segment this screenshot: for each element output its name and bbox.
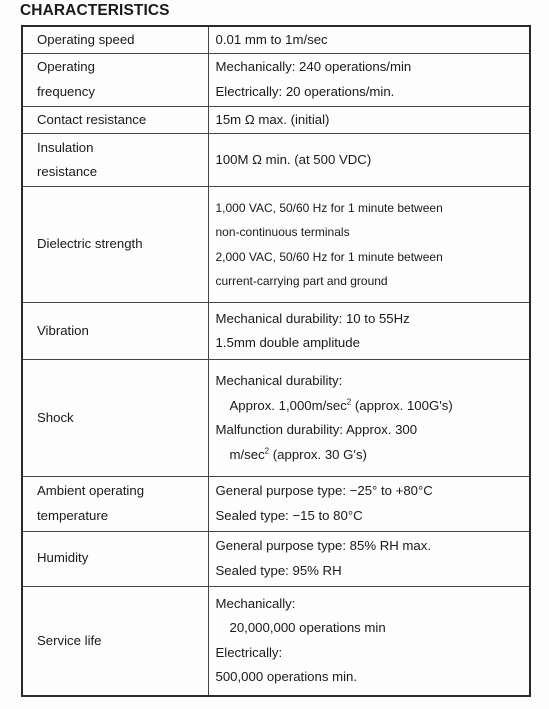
- row-value: [208, 53, 530, 106]
- label-line: Dielectric strength: [37, 236, 143, 252]
- label-line: Operating: [37, 59, 95, 75]
- row-value: [208, 586, 530, 696]
- superscript: 2: [264, 446, 270, 456]
- value-line: 0.01 mm to 1m/sec: [215, 31, 328, 47]
- label-line: Contact resistance: [37, 111, 147, 127]
- value-line: Malfunction durability: Approx. 300: [215, 422, 418, 437]
- row-label: [22, 531, 208, 586]
- label-line: frequency: [37, 83, 95, 99]
- value-text: Approx. 1,000m/sec: [229, 397, 347, 413]
- value-line: 1.5mm double amplitude: [215, 335, 360, 351]
- label-line: temperature: [37, 507, 109, 523]
- row-label: [22, 187, 208, 303]
- value-line: Mechanical durability: 10 to 55Hz: [215, 310, 410, 326]
- table-row: [22, 187, 530, 303]
- value-line: Mechanically:: [215, 595, 296, 611]
- table-row: [22, 26, 530, 53]
- value-line: 100M Ω min. (at 500 VDC): [215, 151, 372, 167]
- row-label: [22, 26, 208, 53]
- table-row: [22, 53, 530, 106]
- value-line: Sealed type: −15 to 80°C: [215, 507, 363, 523]
- row-value: [208, 360, 530, 476]
- value-line: 15m Ω max. (initial): [215, 111, 330, 127]
- table-row: [22, 360, 530, 476]
- row-label: [22, 586, 208, 696]
- row-label: [22, 106, 208, 133]
- row-value: [208, 531, 530, 586]
- table-row: [22, 531, 530, 586]
- value-text: (approx. 30 G's): [269, 446, 367, 462]
- value-line: [216, 443, 530, 468]
- table-row: [22, 586, 530, 696]
- row-label: [22, 360, 208, 476]
- row-value: [208, 303, 530, 360]
- label-line: Ambient operating: [37, 483, 145, 499]
- row-value: [208, 26, 530, 53]
- value-line: 20,000,000 operations min: [229, 620, 386, 636]
- superscript: 2: [346, 397, 352, 407]
- value-line: 1,000 VAC, 50/60 Hz for 1 minute between: [215, 200, 443, 215]
- label-line: Insulation: [37, 139, 94, 155]
- value-line: non-continuous terminals: [215, 225, 350, 240]
- value-text: m/sec: [229, 446, 265, 462]
- row-label: [22, 476, 208, 531]
- characteristics-table: [21, 25, 531, 697]
- label-line: Vibration: [37, 323, 89, 339]
- value-line: current-carrying part and ground: [215, 274, 388, 289]
- row-value: [208, 134, 530, 187]
- row-value: [208, 106, 530, 133]
- value-line: Electrically: 20 operations/min.: [215, 83, 395, 99]
- row-value: [208, 476, 530, 531]
- table-row: [22, 134, 530, 187]
- value-line: Mechanical durability:: [215, 373, 343, 388]
- label-line: Shock: [37, 409, 74, 425]
- value-line: [216, 394, 530, 419]
- section-title: CHARACTERISTICS: [20, 2, 170, 19]
- label-line: resistance: [37, 164, 98, 180]
- value-line: 2,000 VAC, 50/60 Hz for 1 minute between: [215, 249, 443, 264]
- value-line: Mechanically: 240 operations/min: [215, 59, 412, 75]
- row-value: [208, 187, 530, 303]
- label-line: Humidity: [37, 550, 89, 566]
- value-line: Sealed type: 95% RH: [215, 562, 342, 578]
- value-line: General purpose type: −25° to +80°C: [215, 483, 433, 499]
- table-row: [22, 303, 530, 360]
- value-line: Electrically:: [215, 644, 283, 660]
- label-line: Service life: [37, 632, 102, 648]
- value-line: 500,000 operations min.: [215, 669, 357, 685]
- table-row: [22, 476, 530, 531]
- table-row: [22, 106, 530, 133]
- row-label: [22, 303, 208, 360]
- label-line: Operating speed: [37, 31, 135, 47]
- row-label: [22, 134, 208, 187]
- value-text: (approx. 100G's): [351, 397, 453, 413]
- row-label: [22, 53, 208, 106]
- value-line: General purpose type: 85% RH max.: [215, 538, 432, 554]
